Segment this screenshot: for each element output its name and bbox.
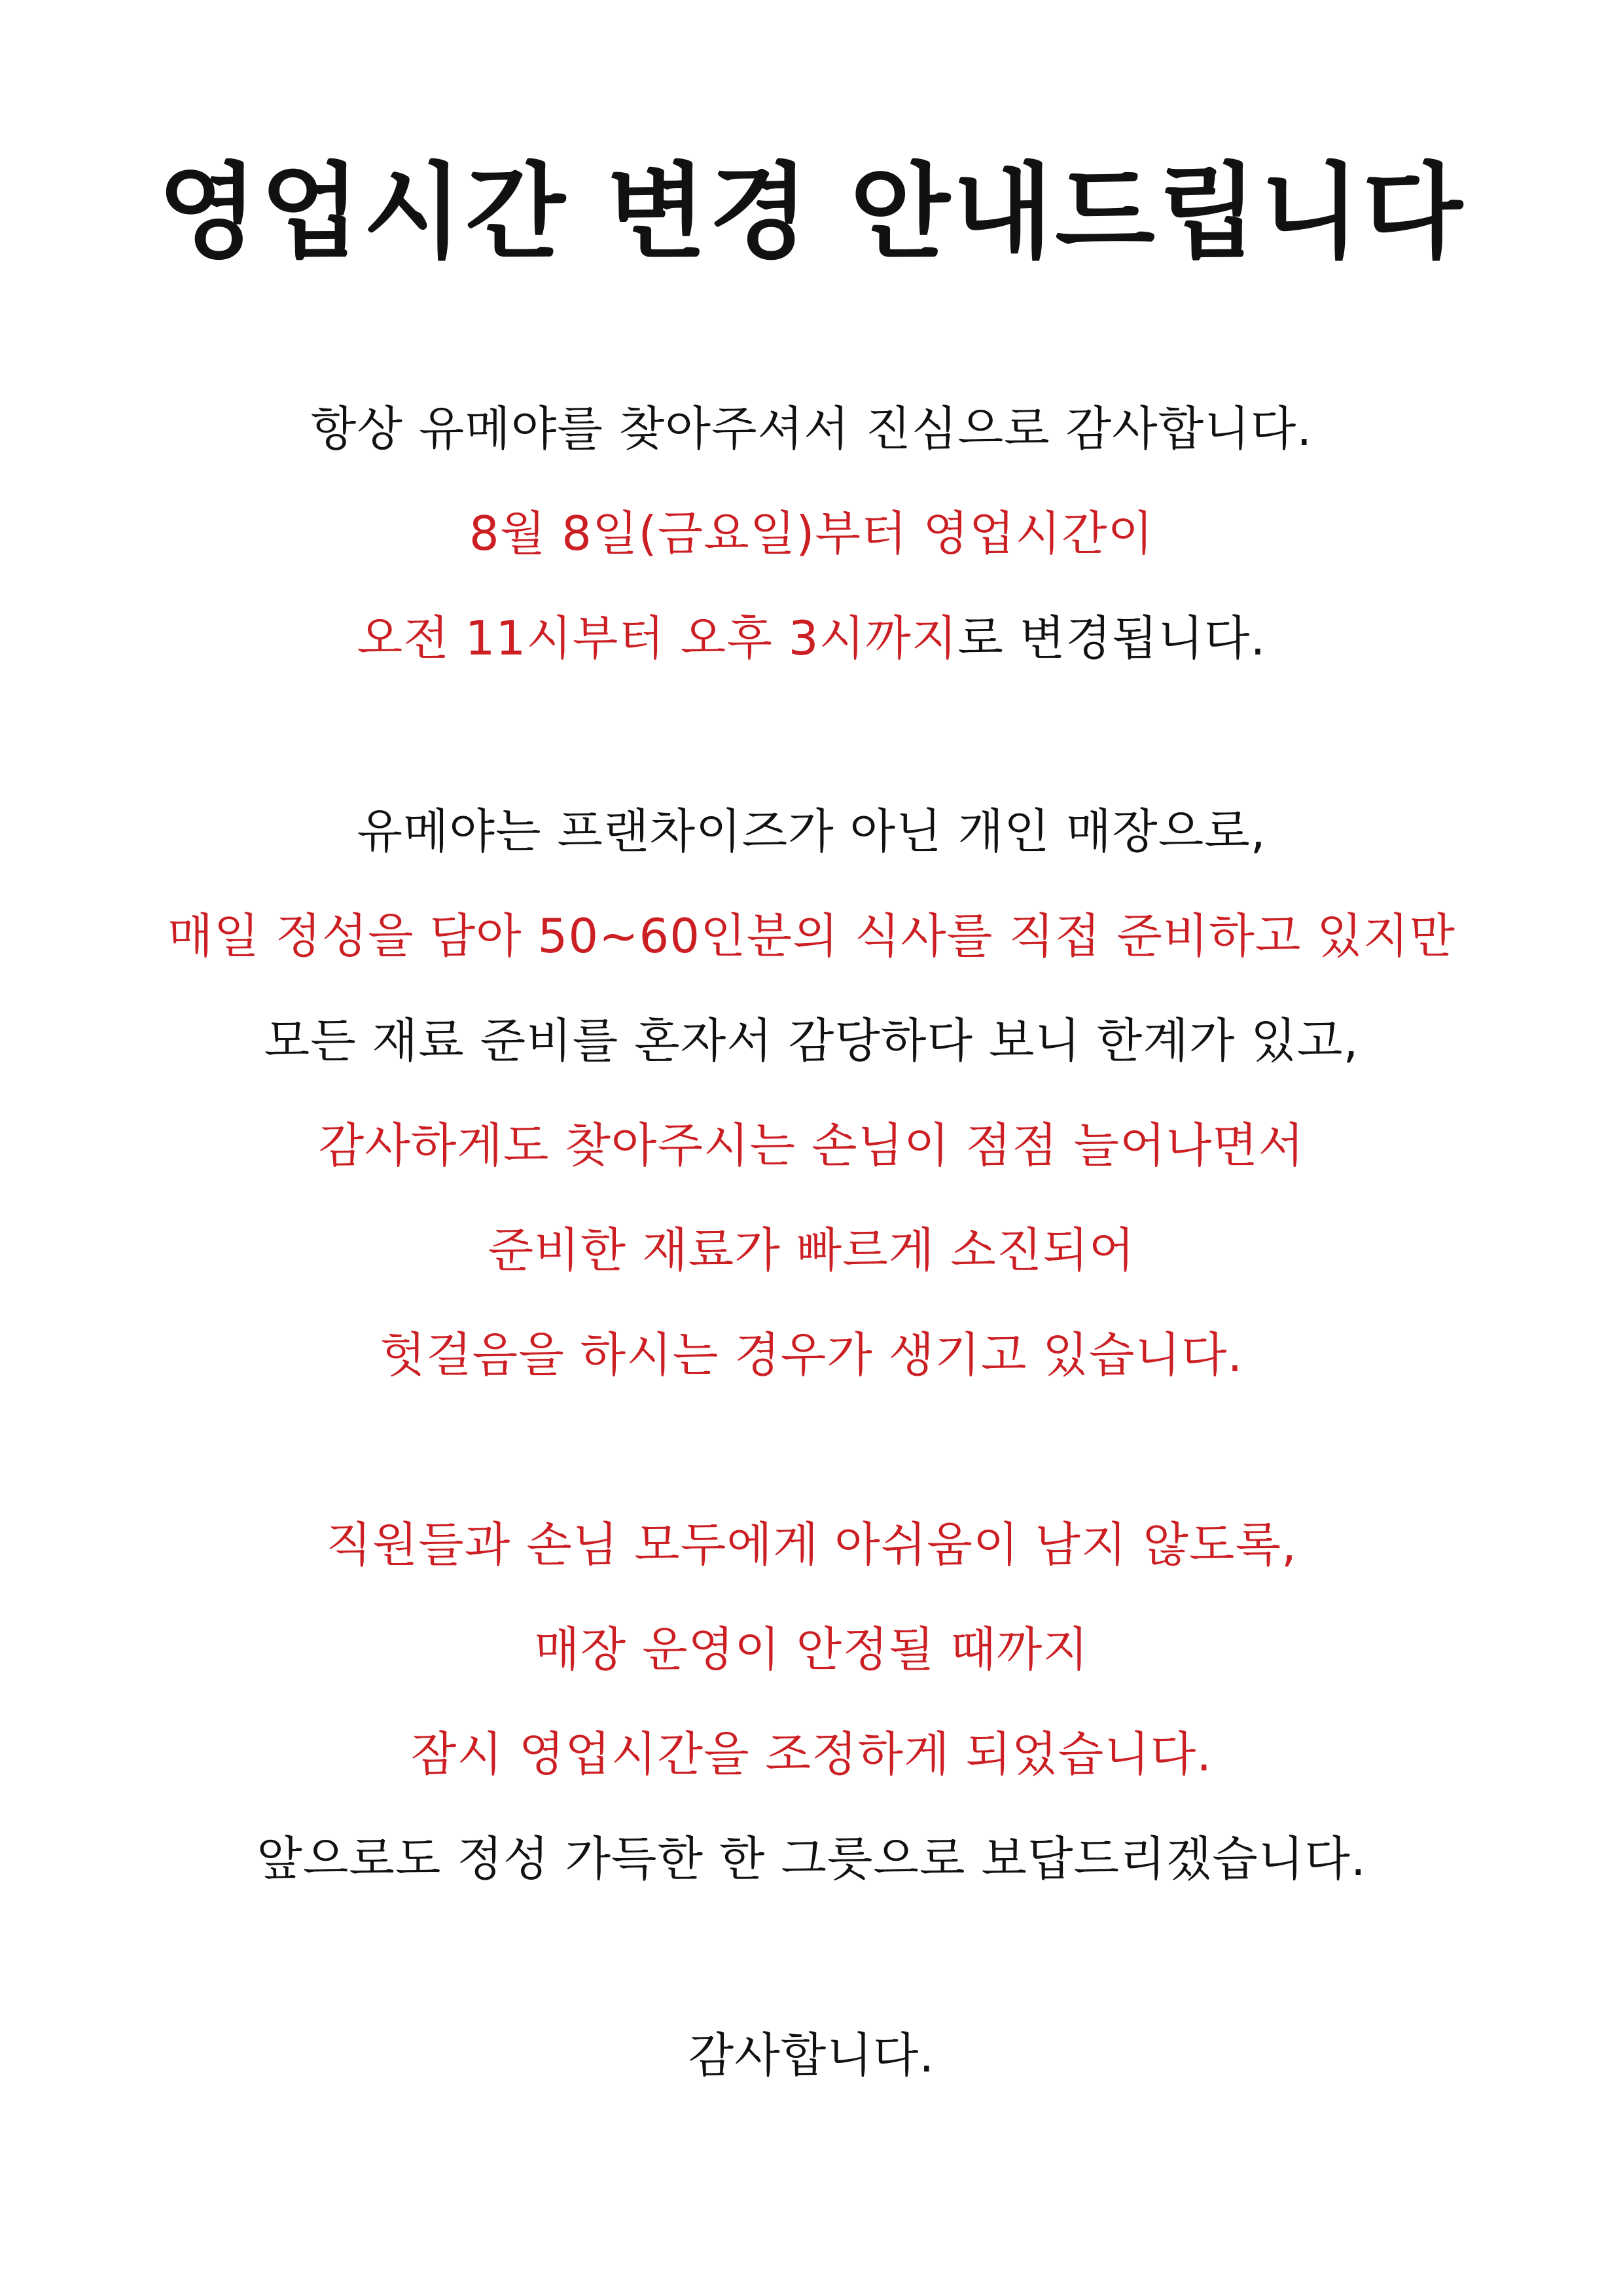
greeting-line: 항상 유메야를 찾아주셔서 진심으로 감사합니다. [310, 401, 1313, 456]
reason-line-3: 모든 재료 준비를 혼자서 감당하다 보니 한계가 있고, [264, 1013, 1359, 1068]
thanks-line: 감사합니다. [688, 2028, 935, 2083]
reason-line-2: 매일 정성을 담아 50~60인분의 식사를 직접 준비하고 있지만 [168, 908, 1455, 963]
reason-line-6: 헛걸음을 하시는 경우가 생기고 있습니다. [380, 1327, 1243, 1382]
reason-line-5: 준비한 재료가 빠르게 소진되어 [488, 1223, 1135, 1278]
closing-line-4: 앞으로도 정성 가득한 한 그릇으로 보답드리겠습니다. [257, 1831, 1366, 1886]
new-hours-text: 오전 11시부터 오후 3시까지 [357, 611, 958, 666]
closing-line-1: 직원들과 손님 모두에게 아쉬움이 남지 않도록, [326, 1517, 1297, 1572]
closing-line-3: 잠시 영업시간을 조정하게 되었습니다. [410, 1727, 1213, 1782]
closing-line-2: 매장 운영이 안정될 때까지 [534, 1622, 1089, 1677]
reason-line-1: 유메야는 프랜차이즈가 아닌 개인 매장으로, [357, 804, 1266, 859]
reason-line-4: 감사하게도 찾아주시는 손님이 점점 늘어나면서 [318, 1118, 1305, 1173]
notice-title: 영업시간 변경 안내드립니다 [158, 152, 1465, 273]
change-suffix-text: 로 변경됩니다. [957, 611, 1266, 666]
change-date-line: 8월 8일(금요일)부터 영업시간이 [469, 506, 1154, 561]
change-hours-line [0, 602, 1623, 674]
